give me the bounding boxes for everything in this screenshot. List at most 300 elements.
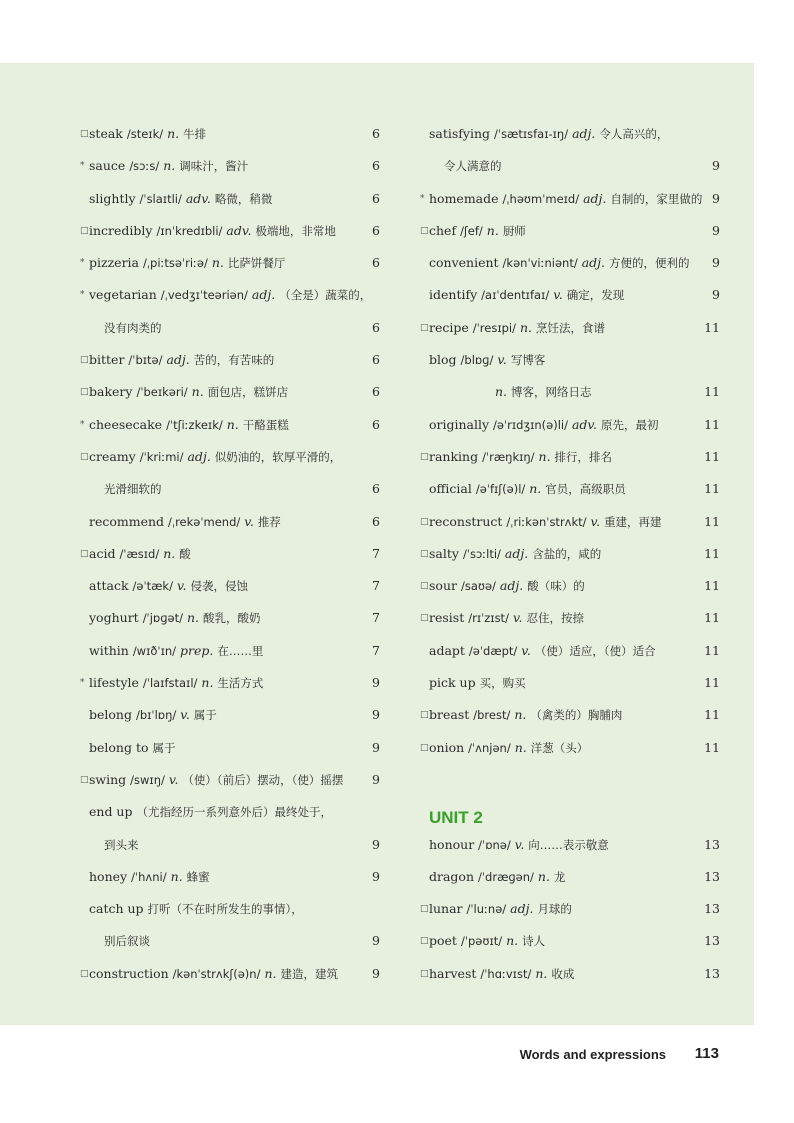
entry-word: chef [429, 222, 457, 238]
vocab-entry [420, 344, 720, 376]
entry-text [89, 635, 263, 667]
entry-text [89, 570, 248, 602]
entry-meaning: 月球的 [537, 902, 572, 917]
entry-marker: * [80, 419, 85, 430]
entry-meaning: 调味汁，酱汁 [179, 159, 249, 174]
unit-heading [420, 796, 720, 828]
entry-part-of-speech: adj. [583, 190, 607, 206]
entry-text [429, 215, 526, 247]
entry-text [429, 925, 545, 957]
entry-word: steak [89, 126, 123, 141]
entry-marker: □ [420, 742, 429, 753]
entry-part-of-speech: v. [244, 513, 254, 529]
entry-word: salty [429, 545, 459, 561]
entry-word: adapt [429, 642, 465, 658]
vocab-entry [420, 376, 720, 408]
entry-text [104, 473, 162, 505]
entry-page: 9 [372, 933, 380, 949]
entry-phonetic: /ˌhəʊmˈmeɪd/ [502, 191, 580, 206]
entry-word: pizzeria [89, 255, 139, 271]
entry-text [89, 215, 336, 247]
entry-marker: □ [80, 774, 89, 785]
entry-meaning: 推荐 [257, 514, 281, 529]
entry-meaning: 令人高兴的， [599, 127, 669, 141]
entry-phonetic: /ɪnˈkredɪbli/ [156, 223, 223, 238]
entry-text [89, 861, 210, 893]
entry-marker: * [80, 258, 85, 269]
entry-marker: □ [420, 548, 429, 559]
entry-word: creamy [89, 448, 136, 464]
entry-page: 6 [372, 384, 380, 400]
entry-part-of-speech: v. [521, 642, 531, 658]
entry-page: 6 [372, 222, 380, 238]
vocab-entry [80, 247, 380, 279]
entry-text [429, 667, 526, 699]
entry-marker: □ [80, 968, 89, 979]
vocab-entry [420, 570, 720, 602]
entry-page: 11 [704, 707, 720, 723]
entry-page: 9 [712, 190, 720, 206]
vocab-entry [80, 764, 380, 796]
entry-page: 9 [372, 675, 380, 691]
entry-word: official [429, 481, 472, 497]
entry-phonetic: /bɪˈlɒŋ/ [135, 708, 177, 723]
entry-phonetic: /steɪk/ [126, 127, 164, 141]
entry-text [429, 861, 565, 893]
entry-page: 9 [712, 158, 720, 174]
entry-text [429, 506, 662, 538]
entry-marker: □ [420, 904, 429, 915]
entry-phonetic: /wɪðˈɪn/ [132, 643, 176, 658]
entry-phonetic: /rɪˈzɪst/ [468, 611, 509, 626]
entry-part-of-speech: n. [537, 868, 550, 884]
entry-marker: * [420, 193, 425, 204]
entry-part-of-speech: n. [486, 222, 499, 238]
entry-page: 9 [372, 707, 380, 723]
entry-meaning: 光滑细软的 [104, 482, 162, 497]
entry-meaning: 酸 [179, 546, 191, 561]
entry-text [104, 829, 139, 861]
entry-meaning: 属于 [193, 708, 217, 723]
vocab-entry [80, 602, 380, 634]
entry-word: harvest [429, 965, 477, 981]
entry-page: 11 [704, 384, 720, 400]
entry-part-of-speech: adv. [226, 222, 252, 238]
entry-phonetic: /ˈpəʊɪt/ [460, 934, 503, 949]
entry-word: blog [429, 352, 457, 368]
entry-phonetic: /ˈkriːmi/ [139, 449, 184, 464]
vocab-entry [80, 796, 380, 828]
vocab-entry [420, 215, 720, 247]
entry-part-of-speech: n. [264, 965, 277, 981]
entry-marker: □ [420, 968, 429, 979]
entry-word: construction [89, 965, 169, 981]
entry-text [429, 602, 584, 634]
entry-text [89, 344, 274, 376]
entry-text [89, 118, 206, 150]
entry-continuation [80, 312, 380, 344]
entry-text [429, 344, 545, 376]
entry-text [495, 376, 592, 408]
entry-page: 11 [704, 513, 720, 529]
entry-text [429, 118, 668, 150]
entry-part-of-speech: adj. [499, 578, 524, 594]
entry-page: 13 [704, 901, 720, 917]
entry-part-of-speech: n. [514, 707, 527, 723]
entry-page: 13 [704, 836, 720, 852]
entry-meaning: 烹饪法，食谱 [536, 320, 605, 335]
vocab-entry [80, 699, 380, 731]
entry-part-of-speech: adj. [510, 901, 534, 917]
entry-meaning: 收成 [551, 966, 575, 981]
entry-phonetic: /brest/ [473, 708, 511, 723]
entry-meaning: 面包店，糕饼店 [207, 385, 289, 400]
entry-phonetic: /kənˈviːniənt/ [502, 256, 578, 271]
entry-meaning: 写博客 [510, 353, 546, 368]
entry-continuation [80, 473, 380, 505]
entry-word: sauce [89, 158, 126, 174]
entry-page: 6 [372, 352, 380, 368]
vocab-entry [420, 861, 720, 893]
entry-text [89, 183, 272, 215]
entry-meaning: 到头来 [104, 837, 139, 852]
entry-word: belong [89, 707, 132, 723]
entry-marker: □ [80, 387, 89, 398]
entry-meaning: （全是）蔬菜的， [279, 288, 372, 303]
entry-meaning: 令人满意的 [444, 159, 502, 174]
entry-page: 9 [712, 255, 720, 271]
vocab-entry [80, 506, 380, 538]
vocab-entry [420, 118, 720, 150]
entry-part-of-speech: v. [514, 836, 525, 852]
entry-meaning: 含盐的，咸的 [532, 546, 602, 561]
entry-text [429, 958, 574, 990]
entry-phonetic: /saʊə/ [460, 579, 496, 594]
vocab-entry [420, 829, 720, 861]
entry-meaning: 向……表示敬意 [528, 837, 609, 852]
entry-page: 9 [372, 965, 380, 981]
entry-part-of-speech: v. [512, 610, 523, 626]
entry-phonetic: /swɪŋ/ [130, 772, 165, 787]
entry-text [89, 279, 371, 311]
entry-meaning: （使）（前后）摆动，（使）摇摆 [182, 772, 344, 787]
entry-text [429, 441, 612, 473]
entry-phonetic: /əˈdæpt/ [468, 643, 518, 658]
entry-part-of-speech: n. [170, 868, 183, 884]
entry-text [89, 796, 332, 828]
entry-text [89, 958, 338, 990]
entry-page: 11 [704, 448, 720, 464]
entry-page: 9 [372, 868, 380, 884]
entry-marker: □ [420, 451, 429, 462]
blank-line [420, 764, 720, 796]
entry-text [429, 570, 585, 602]
entry-word: bakery [89, 384, 133, 400]
entry-meaning: 龙 [553, 869, 566, 884]
entry-text [104, 925, 150, 957]
entry-part-of-speech: v. [553, 287, 563, 303]
entry-phonetic: /ʃef/ [460, 223, 483, 238]
entry-meaning: 生活方式 [217, 676, 264, 691]
entry-page: 7 [372, 642, 380, 658]
entry-part-of-speech: v. [176, 578, 187, 594]
entry-meaning: 方便的，便利的 [609, 256, 690, 271]
entry-word: vegetarian [89, 287, 157, 303]
entry-phonetic: /ˈslaɪtli/ [139, 191, 182, 206]
vocab-entry [420, 279, 720, 311]
entry-part-of-speech: n. [495, 384, 508, 400]
entry-meaning: 蜂蜜 [186, 869, 210, 884]
entry-part-of-speech: n. [201, 675, 214, 691]
entry-meaning: （使）适应，（使）适合 [534, 643, 656, 658]
entry-page: 11 [704, 610, 720, 626]
entry-meaning: 侵袭，侵蚀 [190, 579, 248, 594]
entry-meaning: 忍住，按捺 [526, 611, 584, 626]
entry-meaning: （尤指经历一系列意外后）最终处于， [136, 805, 332, 820]
vocab-entry [420, 699, 720, 731]
entry-word: honour [429, 836, 475, 852]
vocab-entry [80, 958, 380, 990]
entry-meaning: 酸乳，酸奶 [202, 611, 261, 626]
entry-page: 6 [372, 158, 380, 174]
entry-word: satisfying [429, 126, 491, 141]
entry-word: pick up [429, 675, 476, 691]
vocab-entry [80, 861, 380, 893]
vocab-entry [420, 247, 720, 279]
vocab-entry [80, 570, 380, 602]
entry-text [89, 409, 289, 441]
entry-marker: □ [420, 322, 429, 333]
entry-word: bitter [89, 352, 125, 368]
entry-word: recipe [429, 319, 469, 335]
vocab-entry [80, 441, 380, 473]
entry-part-of-speech: v. [590, 513, 601, 529]
entry-phonetic: /ˈɒnə/ [478, 837, 511, 852]
entry-page: 6 [372, 255, 380, 271]
entry-text [89, 667, 263, 699]
entry-text [429, 473, 626, 505]
entry-text [89, 506, 281, 538]
vocab-entry [420, 925, 720, 957]
entry-continuation [80, 829, 380, 861]
entry-part-of-speech: v. [497, 352, 507, 368]
entry-word: breast [429, 707, 470, 723]
entry-page: 11 [704, 642, 720, 658]
entry-part-of-speech: n. [226, 416, 239, 432]
entry-meaning: 别后叙谈 [104, 934, 150, 949]
entry-part-of-speech: n. [514, 739, 527, 755]
vocab-entry [80, 732, 380, 764]
entry-text [429, 538, 601, 570]
entry-page: 9 [712, 287, 720, 303]
entry-page: 13 [704, 933, 720, 949]
entry-meaning: 打听（不在时所发生的事情）， [147, 902, 303, 917]
entry-page: 6 [372, 481, 380, 497]
entry-text [89, 247, 285, 279]
entry-word: resist [429, 610, 465, 626]
vocab-entry [420, 893, 720, 925]
vocab-entry [420, 538, 720, 570]
entry-text [89, 376, 288, 408]
entry-page: 6 [372, 319, 380, 335]
vocab-entry [80, 118, 380, 150]
entry-part-of-speech: n. [506, 933, 519, 949]
entry-part-of-speech: n. [167, 126, 180, 141]
entry-text [89, 441, 341, 473]
vocab-entry [80, 183, 380, 215]
entry-text [429, 732, 588, 764]
vocab-entry [420, 506, 720, 538]
entry-phonetic: /ˌpiːtsəˈriːə/ [142, 256, 208, 271]
entry-part-of-speech: n. [163, 545, 176, 561]
entry-part-of-speech: n. [535, 965, 548, 981]
vocab-entry [420, 958, 720, 990]
vocab-entry [80, 409, 380, 441]
entry-word: attack [89, 578, 129, 594]
entry-part-of-speech: n. [519, 319, 533, 335]
entry-phonetic: /ˌvedʒɪˈteəriən/ [160, 288, 248, 303]
entry-marker: □ [80, 548, 89, 559]
entry-meaning: 原先，最初 [600, 417, 659, 432]
entry-part-of-speech: n. [538, 448, 551, 464]
entry-marker: □ [420, 581, 429, 592]
entry-word: cheesecake [89, 416, 163, 432]
vocab-entry [420, 667, 720, 699]
entry-marker: □ [420, 516, 429, 527]
entry-text [89, 699, 217, 731]
entry-part-of-speech: adv. [571, 416, 597, 432]
entry-page: 11 [704, 675, 720, 691]
footer-section-title: Words and expressions [519, 1047, 666, 1062]
unit-title: UNIT 2 [429, 808, 483, 828]
vocab-entry [80, 667, 380, 699]
entry-part-of-speech: adj. [251, 287, 276, 303]
entry-phonetic: /blɒɡ/ [460, 353, 494, 368]
entry-meaning: （禽类的）胸脯肉 [530, 708, 623, 723]
entry-text [104, 312, 162, 344]
entry-meaning: 酸（味）的 [527, 579, 585, 594]
entry-part-of-speech: adj. [504, 545, 529, 561]
entry-word: originally [429, 416, 490, 432]
vocab-entry [420, 441, 720, 473]
entry-text [89, 538, 191, 570]
entry-phonetic: /ˈbɪtə/ [128, 353, 163, 368]
entry-word: recommend [89, 513, 165, 529]
entry-phonetic: /ˈluːnə/ [466, 902, 507, 917]
entry-text [429, 409, 658, 441]
entry-phonetic: /ˈæsɪd/ [119, 546, 160, 561]
entry-text [89, 732, 175, 764]
entry-meaning: 博客，网络日志 [511, 385, 592, 400]
entry-phonetic: /ˌrekəˈmend/ [168, 514, 241, 529]
vocab-entry [420, 732, 720, 764]
entry-word: swing [89, 771, 127, 787]
entry-part-of-speech: adj. [572, 126, 596, 141]
entry-phonetic: /ˈsætɪsfaɪ-ɪŋ/ [494, 127, 569, 141]
entry-page: 9 [712, 222, 720, 238]
entry-phonetic: /ˈhɑːvɪst/ [480, 966, 532, 981]
entry-marker: * [80, 290, 85, 301]
entry-meaning: 官员，高级职员 [545, 482, 626, 497]
entry-page: 6 [372, 190, 380, 206]
entry-page: 7 [372, 610, 380, 626]
entry-word: catch up [89, 901, 144, 917]
vocab-entry [80, 893, 380, 925]
entry-part-of-speech: adj. [581, 255, 606, 271]
entry-meaning: 牛排 [183, 127, 207, 141]
entry-page: 13 [704, 965, 720, 981]
entry-meaning: 确定，发现 [566, 288, 625, 303]
entry-text [429, 893, 572, 925]
entry-phonetic: /kənˈstrʌkʃ(ə)n/ [172, 966, 261, 981]
entry-text [429, 699, 622, 731]
entry-marker: * [80, 678, 85, 689]
entry-meaning: 极端地，非常地 [255, 223, 336, 238]
entry-meaning: 买，购买 [479, 676, 526, 691]
entry-part-of-speech: n. [186, 610, 199, 626]
entry-word: honey [89, 868, 128, 884]
entry-marker: □ [80, 355, 89, 366]
entry-text [429, 312, 605, 344]
entry-page: 6 [372, 513, 380, 529]
entry-text [89, 893, 303, 925]
entry-text [429, 279, 624, 311]
entry-part-of-speech: v. [168, 771, 179, 787]
vocab-entry [420, 635, 720, 667]
entry-page: 6 [372, 126, 380, 141]
entry-marker: □ [420, 936, 429, 947]
entry-phonetic: /əˈtæk/ [132, 579, 173, 594]
entry-part-of-speech: adj. [166, 352, 190, 368]
entry-meaning: 排行，排名 [554, 449, 613, 464]
entry-word: convenient [429, 255, 499, 271]
entry-continuation [420, 150, 720, 182]
entry-word: lifestyle [89, 675, 139, 691]
entry-phonetic: /ˈræŋkɪŋ/ [482, 449, 535, 464]
entry-word: end up [89, 804, 133, 820]
entry-page: 9 [372, 739, 380, 755]
entry-meaning: 苦的，有苦味的 [193, 353, 275, 368]
entry-phonetic: /ˈlaɪfstaɪl/ [142, 676, 198, 691]
entry-page: 11 [704, 578, 720, 594]
entry-phonetic: /ˈbeɪkəri/ [136, 385, 188, 400]
entry-word: homemade [429, 190, 499, 206]
entry-phonetic: /ˈdræɡən/ [478, 869, 534, 884]
entry-meaning: 比萨饼餐厅 [227, 256, 286, 271]
entry-part-of-speech: n. [529, 481, 542, 497]
entry-phonetic: /ˈhʌni/ [131, 869, 167, 884]
entry-marker: □ [80, 225, 89, 236]
entry-page: 7 [372, 578, 380, 594]
entry-phonetic: /sɔːs/ [129, 159, 160, 174]
entry-meaning: 略微，稍微 [214, 191, 273, 206]
left-column [80, 118, 380, 990]
entry-meaning: 厨师 [502, 223, 526, 238]
page-number: 113 [694, 1045, 719, 1062]
entry-page: 13 [704, 868, 720, 884]
entry-word: lunar [429, 901, 463, 917]
entry-word: ranking [429, 448, 479, 464]
entry-meaning: 建造，建筑 [280, 966, 338, 981]
entry-meaning: 诗人 [522, 934, 546, 949]
entry-page: 11 [704, 739, 720, 755]
entry-phonetic: /əˈfɪʃ(ə)l/ [475, 482, 526, 497]
entry-text [89, 764, 343, 796]
vocab-entry [420, 183, 720, 215]
entry-text [429, 829, 609, 861]
entry-page: 9 [372, 836, 380, 852]
entry-meaning: 重建，再建 [604, 514, 662, 529]
